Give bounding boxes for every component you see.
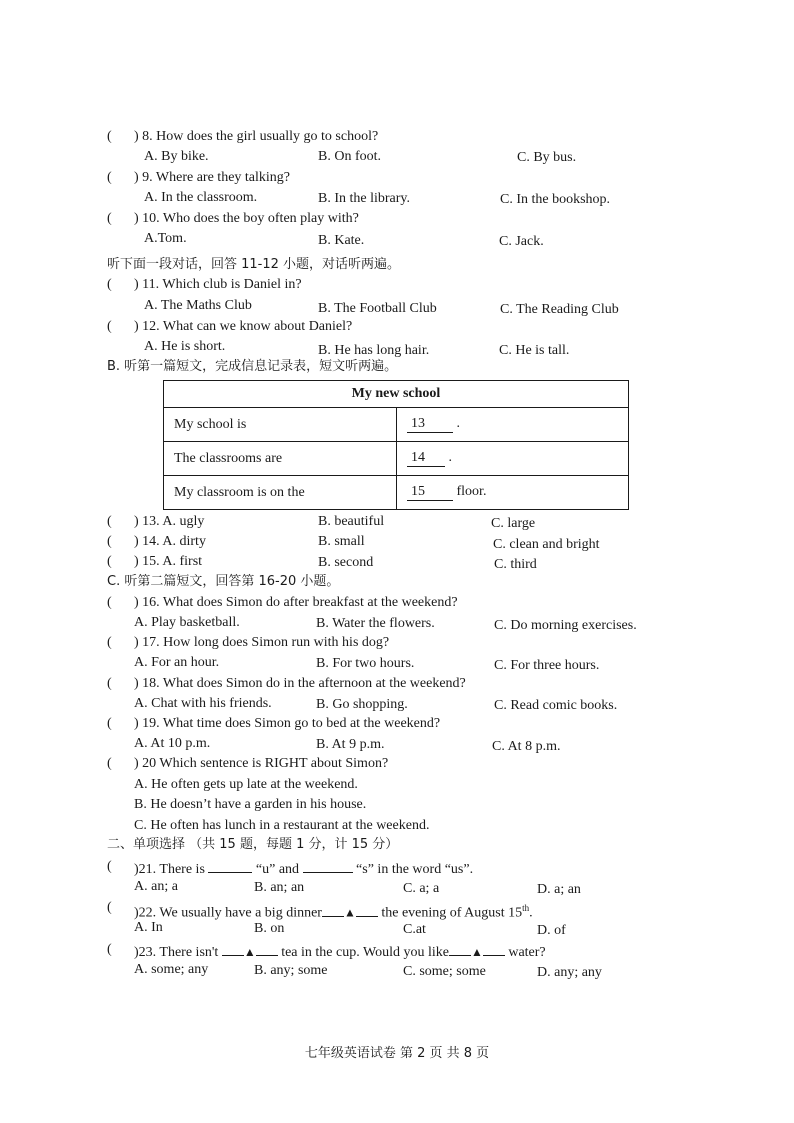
q19-option-b: B. At 9 p.m. bbox=[316, 737, 385, 752]
q9-option-a: A. In the classroom. bbox=[144, 190, 258, 205]
fill-blank[interactable] bbox=[483, 941, 505, 956]
question-22: )22. We usually have a big dinner ▲ the evening of August 15th. bbox=[134, 903, 533, 921]
q17-option-c: C. For three hours. bbox=[494, 658, 600, 673]
fill-blank[interactable] bbox=[449, 941, 471, 956]
q14-option-b: B. small bbox=[318, 534, 365, 549]
question-18: ) 18. What does Simon do in the afternoon at the weekend? bbox=[134, 676, 466, 691]
row-suffix: . bbox=[448, 450, 452, 465]
table-row bbox=[164, 476, 629, 510]
answer-bracket[interactable]: ( bbox=[107, 859, 112, 874]
answer-bracket[interactable]: ( bbox=[107, 554, 112, 569]
q21-option-c: C. a; a bbox=[403, 881, 440, 896]
q9-option-c: C. In the bookshop. bbox=[500, 192, 611, 207]
question-12: ) 12. What can we know about Daniel? bbox=[134, 319, 353, 334]
q22-option-b: B. on bbox=[254, 921, 285, 936]
answer-bracket[interactable]: ( bbox=[107, 129, 112, 144]
table-title: My new school bbox=[164, 381, 629, 408]
table-row-answer[interactable] bbox=[397, 442, 629, 476]
triangle-marker-icon: ▲ bbox=[470, 945, 483, 959]
q15-option-c: C. third bbox=[494, 557, 537, 572]
fill-blank[interactable] bbox=[208, 858, 252, 873]
question-13: ) 13. A. ugly bbox=[134, 514, 205, 529]
q23-option-c: C. some; some bbox=[403, 964, 486, 979]
q10-option-a: A.Tom. bbox=[144, 231, 187, 246]
q9-option-b: B. In the library. bbox=[318, 191, 411, 206]
info-record-table bbox=[163, 380, 629, 510]
row-suffix: floor. bbox=[456, 484, 487, 499]
q20-option-c: C. He often has lunch in a restaurant at the weekend. bbox=[134, 818, 430, 833]
q12-option-c: C. He is tall. bbox=[499, 343, 570, 358]
q10-option-b: B. Kate. bbox=[318, 233, 365, 248]
q8-option-b: B. On foot. bbox=[318, 149, 381, 164]
q22-option-d: D. of bbox=[537, 923, 566, 938]
q11-option-b: B. The Football Club bbox=[318, 301, 437, 316]
fill-blank[interactable] bbox=[303, 858, 353, 873]
q22-option-a: A. In bbox=[134, 920, 163, 935]
q21-option-a: A. an; a bbox=[134, 879, 178, 894]
answer-bracket[interactable]: ( bbox=[107, 277, 112, 292]
q20-option-a: A. He often gets up late at the weekend. bbox=[134, 777, 358, 792]
fill-blank[interactable] bbox=[356, 902, 378, 917]
question-14: ) 14. A. dirty bbox=[134, 534, 206, 549]
q18-option-b: B. Go shopping. bbox=[316, 697, 408, 712]
fill-blank[interactable] bbox=[256, 941, 278, 956]
q22-option-c: C.at bbox=[403, 922, 426, 937]
q19-option-a: A. At 10 p.m. bbox=[134, 736, 211, 751]
q13-option-b: B. beautiful bbox=[318, 514, 385, 529]
table-row bbox=[164, 408, 629, 442]
table-row-answer[interactable] bbox=[397, 476, 629, 510]
section-2-heading: 二、单项选择 （共 15 题，每题 1 分，计 15 分） bbox=[107, 837, 399, 852]
q20-option-b: B. He doesn’t have a garden in his house. bbox=[134, 797, 367, 812]
instruction-11-12: 听下面一段对话，回答 11-12 小题，对话听两遍。 bbox=[107, 257, 401, 272]
q23-option-d: D. any; any bbox=[537, 965, 602, 980]
answer-bracket[interactable]: ( bbox=[107, 595, 112, 610]
triangle-marker-icon: ▲ bbox=[243, 945, 256, 959]
answer-bracket[interactable]: ( bbox=[107, 716, 112, 731]
q16-option-a: A. Play basketball. bbox=[134, 615, 240, 630]
q14-option-c: C. clean and bright bbox=[493, 537, 600, 552]
q23-option-b: B. any; some bbox=[254, 963, 328, 978]
q18-option-a: A. Chat with his friends. bbox=[134, 696, 272, 711]
table-row-label: My school is bbox=[164, 408, 397, 442]
answer-bracket[interactable]: ( bbox=[107, 514, 112, 529]
answer-bracket[interactable]: ( bbox=[107, 170, 112, 185]
q11-option-c: C. The Reading Club bbox=[500, 302, 619, 317]
table-row-label: The classrooms are bbox=[164, 442, 397, 476]
q18-option-c: C. Read comic books. bbox=[494, 698, 618, 713]
q13-option-c: C. large bbox=[491, 516, 536, 531]
question-19: ) 19. What time does Simon go to bed at the weekend? bbox=[134, 716, 441, 731]
answer-bracket[interactable]: ( bbox=[107, 319, 112, 334]
q8-option-a: A. By bike. bbox=[144, 149, 209, 164]
answer-bracket[interactable]: ( bbox=[107, 756, 112, 771]
q8-option-c: C. By bus. bbox=[517, 150, 577, 165]
answer-bracket[interactable]: ( bbox=[107, 635, 112, 650]
table-row-label: My classroom is on the bbox=[164, 476, 397, 510]
blank-13[interactable]: 13 bbox=[407, 416, 453, 433]
page-footer: 七年级英语试卷 第 2 页 共 8 页 bbox=[304, 1046, 490, 1061]
question-21: )21. There is “u” and “s” in the word “us”. bbox=[134, 858, 473, 879]
table-row bbox=[164, 442, 629, 476]
answer-bracket[interactable]: ( bbox=[107, 534, 112, 549]
triangle-marker-icon: ▲ bbox=[343, 905, 356, 920]
q19-option-c: C. At 8 p.m. bbox=[492, 739, 561, 754]
row-suffix: . bbox=[456, 416, 460, 431]
answer-bracket[interactable]: ( bbox=[107, 211, 112, 226]
q17-option-b: B. For two hours. bbox=[316, 656, 415, 671]
question-17: ) 17. How long does Simon run with his dog? bbox=[134, 635, 390, 650]
table-row-answer[interactable] bbox=[397, 408, 629, 442]
blank-15[interactable]: 15 bbox=[407, 484, 453, 501]
answer-bracket[interactable]: ( bbox=[107, 676, 112, 691]
question-9: ) 9. Where are they talking? bbox=[134, 170, 291, 185]
q16-option-b: B. Water the flowers. bbox=[316, 616, 435, 631]
answer-bracket[interactable]: ( bbox=[107, 900, 112, 915]
fill-blank[interactable] bbox=[222, 941, 244, 956]
question-16: ) 16. What does Simon do after breakfast at the weekend? bbox=[134, 595, 458, 610]
question-10: ) 10. Who does the boy often play with? bbox=[134, 211, 359, 226]
q23-option-a: A. some; any bbox=[134, 962, 209, 977]
q15-option-b: B. second bbox=[318, 555, 374, 570]
answer-bracket[interactable]: ( bbox=[107, 942, 112, 957]
question-11: ) 11. Which club is Daniel in? bbox=[134, 277, 302, 292]
q12-option-a: A. He is short. bbox=[144, 339, 226, 354]
section-c-heading: C. 听第二篇短文，回答第 16-20 小题。 bbox=[107, 574, 340, 589]
q16-option-c: C. Do morning exercises. bbox=[494, 618, 637, 633]
question-23: )23. There isn't ▲ tea in the cup. Would you like ▲ water? bbox=[134, 941, 546, 962]
q21-option-b: B. an; an bbox=[254, 880, 305, 895]
q11-option-a: A. The Maths Club bbox=[144, 298, 252, 313]
q17-option-a: A. For an hour. bbox=[134, 655, 220, 670]
q21-option-d: D. a; an bbox=[537, 882, 581, 897]
fill-blank[interactable] bbox=[322, 902, 344, 917]
blank-14[interactable]: 14 bbox=[407, 450, 445, 467]
q12-option-b: B. He has long hair. bbox=[318, 343, 430, 358]
q10-option-c: C. Jack. bbox=[499, 234, 544, 249]
question-8: ) 8. How does the girl usually go to school? bbox=[134, 129, 379, 144]
section-b-heading: B. 听第一篇短文，完成信息记录表，短文听两遍。 bbox=[107, 359, 398, 374]
question-15: ) 15. A. first bbox=[134, 554, 203, 569]
question-20: ) 20 Which sentence is RIGHT about Simon? bbox=[134, 756, 389, 771]
